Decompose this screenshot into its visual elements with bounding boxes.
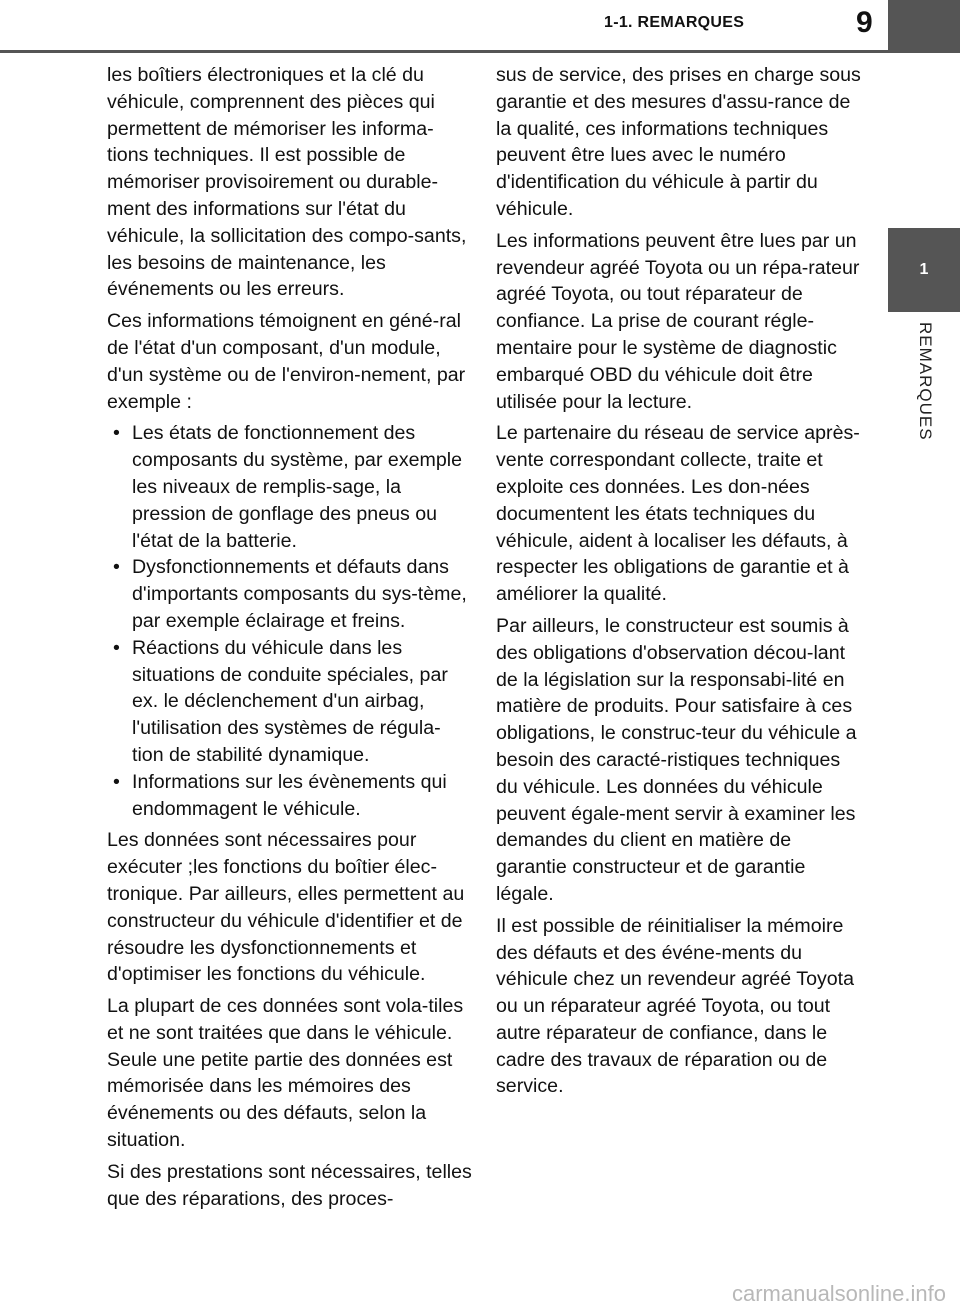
bullet-item: • Les états de fonctionnement des composants du système, par exemple les niveaux de remplis-sage, la pression de gonflage des pneus ou l'état de la batterie. bbox=[107, 420, 472, 554]
watermark[interactable]: carmanualsonline.info bbox=[731, 1281, 946, 1306]
paragraph: les boîtiers électroniques et la clé du véhicule, comprennent des pièces qui permettent de mémoriser les informa-tions techniques. Il est possible de mémoriser provisoirement ou durable-ment des informations sur l'état du véhicule, la sollicitation des compo-sants, les besoins de maintenance, les événements ou les erreurs. bbox=[107, 64, 467, 301]
chapter-label: REMARQUES bbox=[916, 322, 935, 441]
left-column bbox=[107, 62, 472, 1217]
header-rule bbox=[0, 50, 960, 53]
paragraph: Les informations peuvent être lues par un revendeur agréé Toyota ou un répa-rateur agréé Toyota, ou tout réparateur de confiance. La prise de courant régle-mentaire pour le système de diagnostic embarqué OBD du véhicule doit être utilisée pour la lecture. bbox=[496, 229, 860, 413]
chapter-tab bbox=[888, 228, 960, 312]
section-title: 1-1. REMARQUES bbox=[604, 14, 745, 31]
paragraph: sus de service, des prises en charge sous garantie et des mesures d'assu-rance de la qualité, ces informations techniques peuvent être lues avec le numéro d'identification du véhicule à partir du véhicule. bbox=[496, 64, 861, 220]
paragraph: Les données sont nécessaires pour exécuter ;les fonctions du boîtier élec-tronique. Par ailleurs, elles permettent au constructeur du véhicule d'identifier et de résoudre les dysfonctionnements et d'optimiser les fonctions du véhicule. bbox=[107, 829, 465, 986]
paragraph: Il est possible de réinitialiser la mémoire des défauts et des événe-ments du véhicule chez un revendeur agréé Toyota ou un réparateur agréé Toyota, ou tout autre réparateur de confiance, dans le cadre des travaux de réparation ou de service. bbox=[496, 914, 855, 1098]
paragraph: Ces informations témoignent en géné-ral de l'état d'un composant, d'un module, d'un système ou de l'environ-nement, par exemple : bbox=[107, 310, 466, 413]
paragraph: La plupart de ces données sont vola-tiles et ne sont traitées que dans le véhicule. Seule une petite partie des données est mémorisée dans les mémoires des événements ou des défauts, selon la situation. bbox=[107, 995, 464, 1152]
right-column bbox=[496, 62, 861, 1105]
paragraph: Le partenaire du réseau de service après-vente correspondant collecte, traite et exploite ces données. Les don-nées documentent les états techniques du véhicule, aident à localiser les défauts, à respecter les obligations de garantie et à améliorer la qualité. bbox=[496, 422, 860, 606]
bullet-item: • Réactions du véhicule dans les situations de conduite spéciales, par ex. le déclenchement d'un airbag, l'utilisation des systèmes de régula-tion de stabilité dynamique. bbox=[107, 635, 472, 769]
chapter-number: 1 bbox=[919, 261, 929, 278]
bullet-list bbox=[107, 420, 472, 822]
bullet-item: • Dysfonctionnements et défauts dans d'importants composants du sys-tème, par exemple éclairage et freins. bbox=[107, 554, 472, 634]
paragraph: Par ailleurs, le constructeur est soumis à des obligations d'observation décou-lant de la législation sur la responsabi-lité en matière de produits. Pour satisfaire à ces obligations, le construc-teur du véhicule a besoin des caracté-ristiques techniques du véhicule. Les données du véhicule peuvent égale-ment servir à examiner les demandes du client en matière de garantie constructeur et de garantie légale. bbox=[496, 614, 857, 905]
paragraph: Si des prestations sont nécessaires, telles que des réparations, des proces- bbox=[107, 1160, 472, 1210]
bullet-item: • Informations sur les évènements qui endommagent le véhicule. bbox=[107, 769, 472, 823]
page-number: 9 bbox=[856, 6, 873, 39]
header-corner-block bbox=[888, 0, 960, 52]
